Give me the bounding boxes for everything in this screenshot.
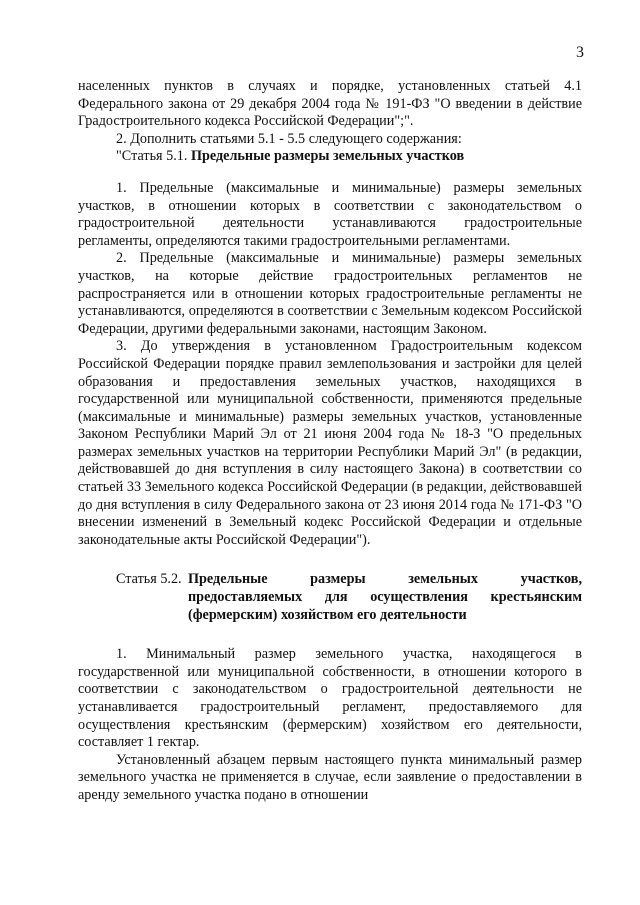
- page-number: 3: [576, 44, 584, 61]
- article-52-item-1-paragraph-2: Установленный абзацем первым настоящего пункта минимальный размер земельного участка не применяется в случае, если заявление о предоставлении в аренду земельного участка подано в отношении: [78, 751, 582, 803]
- article-52-item-1: 1. Минимальный размер земельного участка, находящегося в государственной или муниципальной собственности, в отношении которого в соответствии с законодательством о градостроительной деятельности не устанавливается градостроительный регламент, предоставляемого для осуществления крестьянским (фермерским) хозяйством его деятельности, составляет 1 гектар.: [78, 646, 582, 751]
- document-body: [78, 78, 582, 805]
- article-51-item-3: 3. До утверждения в установленном Градостроительным кодексом Российской Федерации порядке правил землепользования и застройки для целей образования и предоставления земельных участков, находящихся в государственной или муниципальной собственности, применяются предельные (максимальные и минимальные) размеры земельных участков, установленные Законом Республики Марий Эл от 21 июня 2004 года № 18-З "О предельных размерах земельных участков на территории Республики Марий Эл" (в редакции, действовавшей до дня вступления в силу настоящего Закона) в соответствии со статьей 33 Земельного кодекса Российской Федерации (в редакции, действовавшей до дня вступления в силу Федерального закона от 23 июня 2014 года № 171-ФЗ "О внесении изменений в Земельный кодекс Российской Федерации и отдельные законодательные акты Российской Федерации").: [78, 338, 582, 548]
- article-52-label: Статья 5.2.: [116, 571, 182, 588]
- article-52-heading: [78, 571, 582, 624]
- article-51-item-2: 2. Предельные (максимальные и минимальные) размеры земельных участков, на которые действие градостроительных регламентов не распространяется или в отношении которых градостроительные регламенты не устанавливаются, определяются в соответствии с Земельным кодексом Российской Федерации, другими федеральными законами, настоящим Законом.: [78, 250, 582, 337]
- paragraph: населенных пунктов в случаях и порядке, установленных статьей 4.1 Федерального закона от 29 декабря 2004 года № 191-ФЗ "О введении в действие Градостроительного кодекса Российской Федерации";".: [78, 78, 582, 130]
- article-51-item-1: 1. Предельные (максимальные и минимальные) размеры земельных участков, в отношении которых в соответствии с законодательством о градостроительной деятельности устанавливаются градостроительные регламенты, определяются такими градостроительными регламентами.: [78, 179, 582, 249]
- article-51-label: "Статья 5.1.: [116, 148, 188, 165]
- article-52-title: Предельные размеры земельных участков, предоставляемых для осуществления крестьянским (фермерским) хозяйством его деятельности: [188, 571, 582, 623]
- paragraph: 2. Дополнить статьями 5.1 - 5.5 следующего содержания:: [116, 130, 462, 147]
- article-51-title: Предельные размеры земельных участков: [190, 148, 465, 165]
- article-51-heading: [78, 148, 582, 166]
